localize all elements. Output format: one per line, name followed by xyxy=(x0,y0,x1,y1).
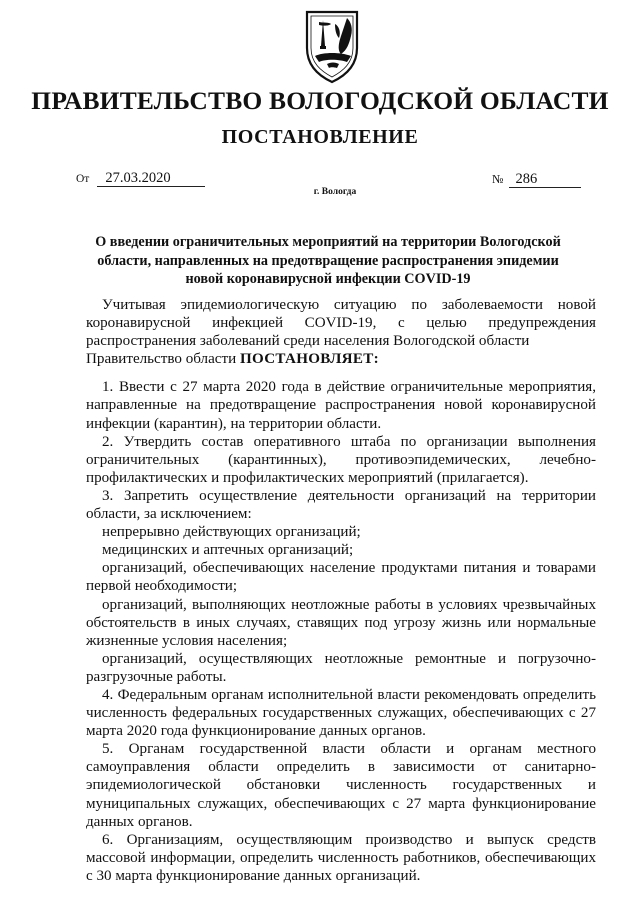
item-3-exception: непрерывно действующих организаций; xyxy=(102,524,361,541)
date-prefix: От xyxy=(76,173,90,185)
item-2: 2. Утвердить состав оперативного штаба по организации выполнения ограничительных (карантинных), противоэпидемических, лечебно-профилактических и профилактических мероприятий (прилагается). xyxy=(86,433,596,486)
preamble: Учитывая эпидемиологическую ситуацию по заболеваемости новой коронавирусной инфекцией COVID-19, с целью предупреждения распространения заболеваний среди населения Вологодской области xyxy=(86,297,596,350)
item-3: 3. Запретить осуществление деятельности организаций на территории области, за исключением: xyxy=(86,487,596,523)
heading-line: области, направленных на предотвращение распространения эпидемии xyxy=(97,252,559,269)
government-title: ПРАВИТЕЛЬСТВО ВОЛОГОДСКОЙ ОБЛАСТИ xyxy=(31,86,609,115)
document-number xyxy=(492,172,581,188)
heading-line: О введении ограничительных мероприятий на территории Вологодской xyxy=(95,234,561,250)
number-prefix: № xyxy=(492,172,504,186)
item-3-exception: организаций, выполняющих неотложные работы в условиях чрезвычайных обстоятельств в иных случаях, ставящих под угрозу жизнь или нормальные жизненные условия населения; xyxy=(86,596,596,649)
item-4: 4. Федеральным органам исполнительной власти рекомендовать определить численность федеральных государственных служащих, обеспечивающих с 27 марта 2020 года функционирование данных органов. xyxy=(86,686,596,740)
heading-line: новой коронавирусной инфекции COVID-19 xyxy=(185,271,471,287)
decree-line xyxy=(86,350,596,368)
document-date xyxy=(76,170,205,187)
item-3-exception: медицинских и аптечных организаций; xyxy=(102,542,354,559)
item-5: 5. Органам государственной власти области и органам местного самоуправления области определить в зависимости от санитарно-эпидемиологической обстановки численность государственных и муниципальных служащих, обеспечивающих с 27 марта функционирование данных органов. xyxy=(86,741,596,830)
city: г. Вологда xyxy=(313,187,357,197)
item-3-exception: организаций, обеспечивающих население продуктами питания и товарами первой необходимости; xyxy=(86,560,596,595)
coat-of-arms-icon xyxy=(301,6,363,84)
document-body xyxy=(86,296,596,885)
decree-word: ПОСТАНОВЛЯЕТ: xyxy=(239,351,379,368)
item-1: 1. Ввести с 27 марта 2020 года в действие ограничительные мероприятия, направленные на предотвращение распространения новой коронавирусной инфекции (карантин), на территории области. xyxy=(86,379,596,432)
decree-lead: Правительство области xyxy=(86,351,237,368)
item-6: 6. Организациям, осуществляющим производство и выпуск средств массовой информации, определить численность работников, обеспечивающих с 30 марта функционирование данных организаций. xyxy=(86,831,596,884)
date-value: 27.03.2020 xyxy=(97,171,204,187)
document-heading xyxy=(80,233,576,289)
number-value: 286 xyxy=(509,172,581,188)
item-3-exception: организаций, осуществляющих неотложные ремонтные и погрузочно-разгрузочные работы. xyxy=(86,650,596,685)
document-type: ПОСТАНОВЛЕНИЕ xyxy=(221,126,419,148)
